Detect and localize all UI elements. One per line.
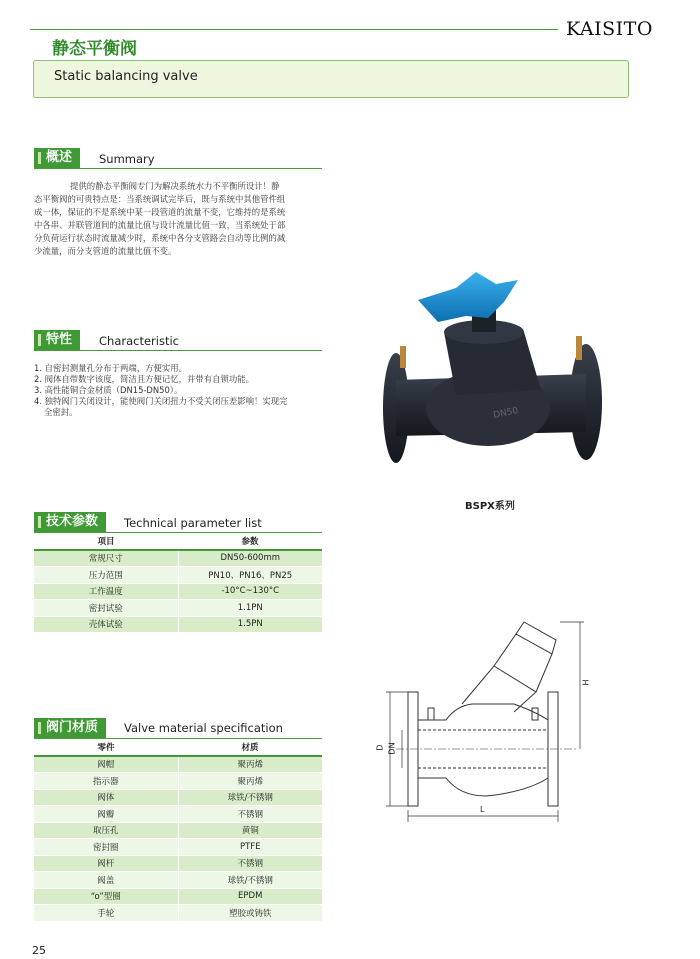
dim-l-label: L bbox=[480, 805, 485, 814]
summary-rule bbox=[34, 168, 322, 169]
drawing-stem-housing bbox=[494, 634, 552, 692]
table-cell: DN50-600mm bbox=[178, 550, 322, 567]
table-cell: 聚丙烯 bbox=[178, 756, 322, 773]
page-title-en: Static balancing valve bbox=[54, 69, 198, 84]
summary-line: 提供的静态平衡阀专门为解决系统水力不平衡所设计！静 bbox=[70, 181, 280, 191]
table-cell: “o”型圈 bbox=[34, 888, 178, 905]
table-cell: 壳体试验 bbox=[34, 616, 178, 633]
brand-logo-text: KAISITO bbox=[566, 18, 653, 40]
table-row bbox=[34, 550, 322, 567]
table-row bbox=[34, 839, 322, 856]
table-header: 参数 bbox=[178, 533, 322, 550]
list-item: 1. 自密封测量孔分布于两端，方便实用。 bbox=[34, 363, 188, 373]
table-cell: 聚丙烯 bbox=[178, 773, 322, 790]
table-row bbox=[34, 888, 322, 905]
table-cell: 1.1PN bbox=[178, 600, 322, 617]
table-cell: 阀盖 bbox=[34, 872, 178, 889]
table-cell: 球铁/不锈钢 bbox=[178, 872, 322, 889]
characteristic-list bbox=[34, 363, 330, 418]
table-cell: 黄铜 bbox=[178, 822, 322, 839]
table-cell: 1.5PN bbox=[178, 616, 322, 633]
list-item: 全密封。 bbox=[44, 407, 78, 417]
table-cell: 密封圈 bbox=[34, 839, 178, 856]
table-cell: EPDM bbox=[178, 888, 322, 905]
valve-technical-drawing bbox=[376, 616, 600, 826]
drawing-port-left bbox=[428, 708, 434, 720]
table-row bbox=[34, 567, 322, 584]
valve-product-image bbox=[376, 270, 616, 495]
table-cell: PN10、PN16、PN25 bbox=[178, 567, 322, 584]
table-row bbox=[34, 789, 322, 806]
header-rule bbox=[30, 29, 558, 30]
body-marking: DN50 bbox=[492, 405, 520, 421]
list-item: 2. 阀体自带数字该度，简洁且方便记忆，并带有自锁功能。 bbox=[34, 374, 255, 384]
table-cell: 塑胶或铸铁 bbox=[178, 905, 322, 922]
technical-tag: 技术参数 bbox=[34, 512, 106, 532]
list-item: 3. 高性能铜合金材质（DN15-DN50）。 bbox=[34, 385, 183, 395]
characteristic-label-en: Characteristic bbox=[99, 334, 179, 348]
table-row bbox=[34, 600, 322, 617]
table-cell: 取压孔 bbox=[34, 822, 178, 839]
pressure-port-right bbox=[576, 336, 582, 360]
table-cell: 手轮 bbox=[34, 905, 178, 922]
table-cell: -10°C~130°C bbox=[178, 583, 322, 600]
table-cell: 常规尺寸 bbox=[34, 550, 178, 567]
table-row bbox=[34, 583, 322, 600]
table-row bbox=[34, 756, 322, 773]
product-caption: BSPX系列 bbox=[465, 501, 515, 512]
table-header-row bbox=[34, 533, 322, 550]
drawing-bonnet bbox=[462, 666, 536, 712]
table-cell: 工作温度 bbox=[34, 583, 178, 600]
table-header: 材质 bbox=[178, 739, 322, 756]
table-cell: 球铁/不锈钢 bbox=[178, 789, 322, 806]
material-label-en: Valve material specification bbox=[124, 721, 283, 735]
table-row bbox=[34, 806, 322, 823]
summary-line: 少流量，而分支管道的流量比值不变。 bbox=[34, 246, 177, 256]
table-cell: 阀体 bbox=[34, 789, 178, 806]
table-header: 项目 bbox=[34, 533, 178, 550]
table-cell: 指示器 bbox=[34, 773, 178, 790]
characteristic-rule bbox=[34, 350, 322, 351]
material-table bbox=[34, 739, 322, 922]
table-cell: 密封试验 bbox=[34, 600, 178, 617]
drawing-handwheel bbox=[516, 622, 556, 654]
table-cell: 压力范围 bbox=[34, 567, 178, 584]
table-header-row bbox=[34, 739, 322, 756]
table-row bbox=[34, 616, 322, 633]
table-cell: 不锈钢 bbox=[178, 806, 322, 823]
table-row bbox=[34, 872, 322, 889]
summary-line: 态平衡阀的可贵特点是：当系统调试完毕后，既与系统中其他管件组 bbox=[34, 194, 286, 204]
table-cell: 不锈钢 bbox=[178, 855, 322, 872]
table-row bbox=[34, 905, 322, 922]
table-cell: PTFE bbox=[178, 839, 322, 856]
dim-h-label: H bbox=[581, 679, 591, 686]
table-cell: 阀帽 bbox=[34, 756, 178, 773]
dim-h-line bbox=[560, 622, 584, 749]
technical-table bbox=[34, 533, 322, 633]
drawing-body-outline bbox=[418, 704, 548, 796]
material-tag: 阀门材质 bbox=[34, 718, 106, 738]
table-cell: 阀杆 bbox=[34, 855, 178, 872]
summary-tag: 概述 bbox=[34, 148, 80, 168]
dim-dn-label: DN bbox=[387, 742, 397, 755]
summary-paragraph bbox=[34, 180, 326, 258]
table-cell: 阀瓣 bbox=[34, 806, 178, 823]
summary-line: 中各串、并联管道间的流量比值与设计流量比值一致，当系统处于部 bbox=[34, 220, 286, 230]
table-header: 零件 bbox=[34, 739, 178, 756]
dim-d-label: D bbox=[375, 744, 385, 751]
page-title-cn: 静态平衡阀 bbox=[52, 39, 137, 59]
table-row bbox=[34, 773, 322, 790]
table-row bbox=[34, 822, 322, 839]
page-number: 25 bbox=[32, 944, 46, 957]
pressure-port-left bbox=[400, 346, 406, 368]
table-row bbox=[34, 855, 322, 872]
characteristic-tag: 特性 bbox=[34, 330, 80, 350]
technical-label-en: Technical parameter list bbox=[124, 516, 262, 530]
summary-line: 成一体，保证的不是系统中某一段管道的流量不变，它维持的是系统 bbox=[34, 207, 286, 217]
summary-label-en: Summary bbox=[99, 152, 155, 166]
list-item: 4. 独特阀门关闭设计，能使阀门关闭扭力不受关闭压差影响！实现完 bbox=[34, 396, 288, 406]
summary-line: 分负荷运行状态时流量减少时，系统中各分支管路会自动等比例的减 bbox=[34, 233, 286, 243]
handwheel bbox=[418, 272, 518, 322]
